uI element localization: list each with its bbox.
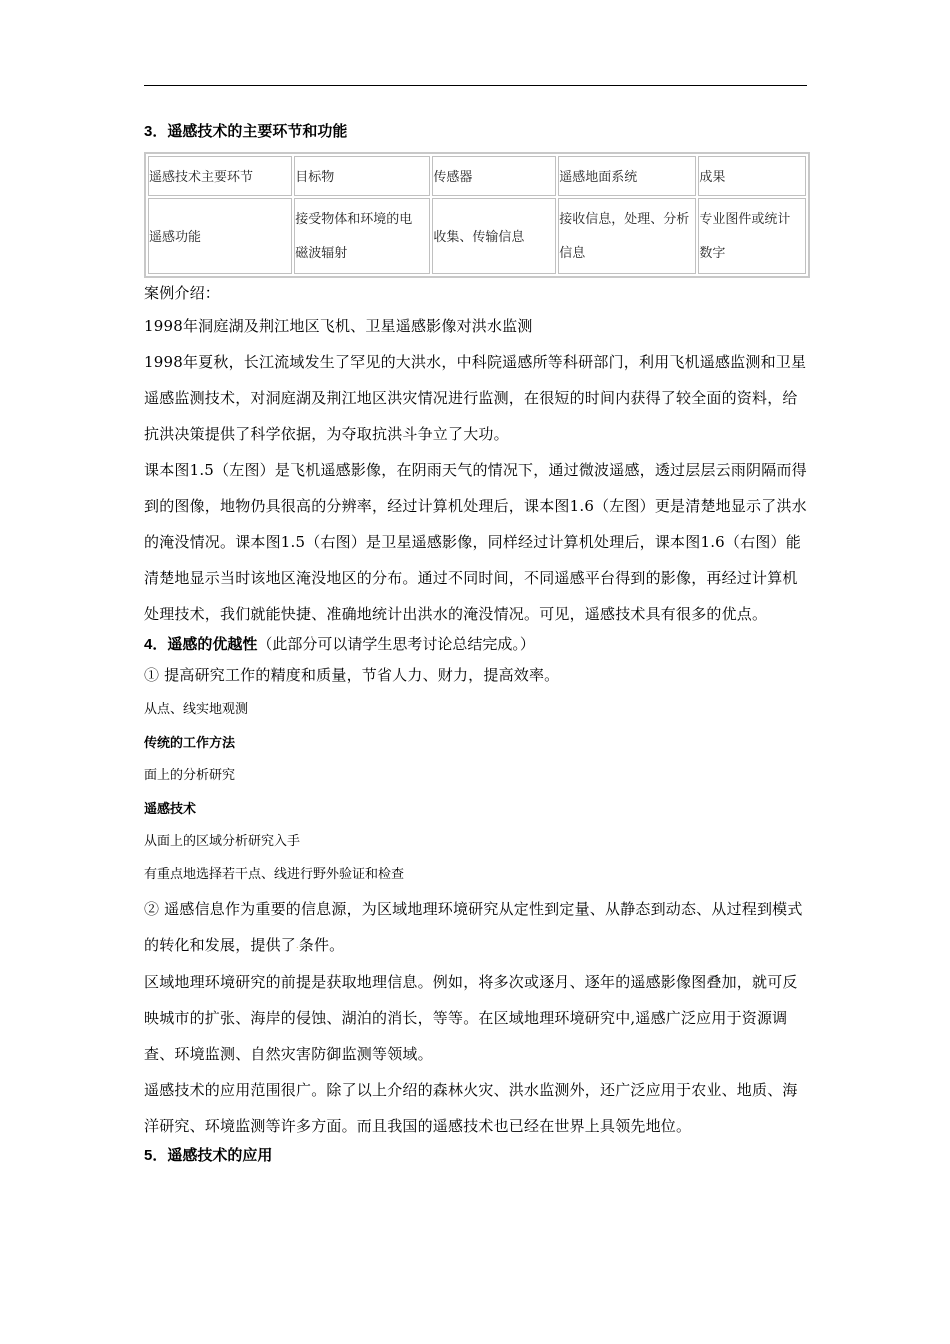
point-2 [144, 891, 807, 964]
point-2-end: 条件。 [298, 936, 345, 954]
section-5-heading: 5．遥感技术的应用 [144, 1147, 273, 1164]
point-2-text: ② 遥感信息作为重要的信息源，为区域地理环境研究从定性到定量、从静态到动态、从过程到模式的转化和发展，提供了 [144, 900, 803, 954]
roles-table [144, 152, 810, 278]
table-cell [558, 198, 696, 274]
diagram-text: 面上的分析研究 [144, 768, 236, 783]
diagram-text: 从面上的区域分析研究入手 [144, 834, 301, 849]
table-row [148, 156, 806, 196]
section-4-heading [144, 632, 807, 657]
diagram-text: 从点、线实地观测 [144, 702, 249, 717]
diagram-label: 遥感技术 [144, 801, 197, 816]
cell-line: 信息 [559, 246, 586, 261]
section-4-title: 4．遥感的优越性 [144, 636, 258, 653]
table-cell: 目标物 [294, 156, 430, 196]
table-cell: 遥感功能 [148, 198, 292, 274]
table-cell: 传感器 [432, 156, 556, 196]
point-1: ① 提高研究工作的精度和质量，节省人力、财力，提高效率。 [144, 666, 560, 684]
table-cell: 收集、传输信息 [432, 198, 556, 274]
case-paragraph: 课本图1.5（左图）是飞机遥感影像，在阴雨天气的情况下，通过微波遥感，透过层层云雨阴隔而得到的图像，地物仍具很高的分辨率，经过计算机处理后，课本图1.6（左图）更是清楚地显示了洪水的淹没情况。课本图1.5（右图）是卫星遥感影像，同样经过计算机处理后，课本图1.6（右图）能清楚地显示当时该地区淹没地区的分布。通过不同时间，不同遥感平台得到的影像，再经过计算机处理技术，我们就能快捷、准确地统计出洪水的淹没情况。可见，遥感技术具有很多的优点。 [144, 461, 807, 623]
header-rule [144, 85, 807, 86]
case-paragraph: 1998年夏秋，长江流域发生了罕见的大洪水，中科院遥感所等科研部门，利用飞机遥感监测和卫星遥感监测技术，对洞庭湖及荆江地区洪灾情况进行监测，在很短的时间内获得了较全面的资料，给抗洪决策提供了科学依据，为夺取抗洪斗争立了大功。 [144, 353, 807, 443]
document-body [144, 120, 807, 1168]
cell-line: 接收信息，处理、分析 [559, 212, 690, 227]
cell-line: 接受物体和环境的电 [295, 212, 413, 227]
cell-line: 专业图件或统计 [699, 212, 791, 227]
table-row [148, 198, 806, 274]
paragraph: 遥感技术的应用范围很广。除了以上介绍的森林火灾、洪水监测外，还广泛应用于农业、地质、海洋研究、环境监测等许多方面。而且我国的遥感技术也已经在世界上具领先地位。 [144, 1081, 798, 1135]
table-cell: 遥感技术主要环节 [148, 156, 292, 196]
diagram-label: 传统的工作方法 [144, 735, 236, 750]
diagram-text: 有重点地选择若干点、线进行野外验证和检查 [144, 867, 405, 882]
dot-mark: . [296, 941, 299, 950]
table-cell [698, 198, 806, 274]
paragraph: 区域地理环境研究的前提是获取地理信息。例如，将多次或逐月、逐年的遥感影像图叠加，就可反映城市的扩张、海岸的侵蚀、湖泊的消长，等等。在区域地理环境研究中,遥感广泛应用于资源调查、环境监测、自然灾害防御监测等领域。 [144, 973, 798, 1063]
table-cell: 遥感地面系统 [558, 156, 696, 196]
cell-line: 磁波辐射 [295, 246, 348, 261]
table-cell: 成果 [698, 156, 806, 196]
table-cell [294, 198, 430, 274]
cell-line: 数字 [699, 246, 726, 261]
case-title: 1998年洞庭湖及荆江地区飞机、卫星遥感影像对洪水监测 [144, 317, 533, 335]
case-intro: 案例介绍： [144, 284, 221, 302]
section-4-note: （此部分可以请学生思考讨论总结完成。） [257, 635, 535, 653]
section-3-heading: 3．遥感技术的主要环节和功能 [144, 123, 348, 140]
